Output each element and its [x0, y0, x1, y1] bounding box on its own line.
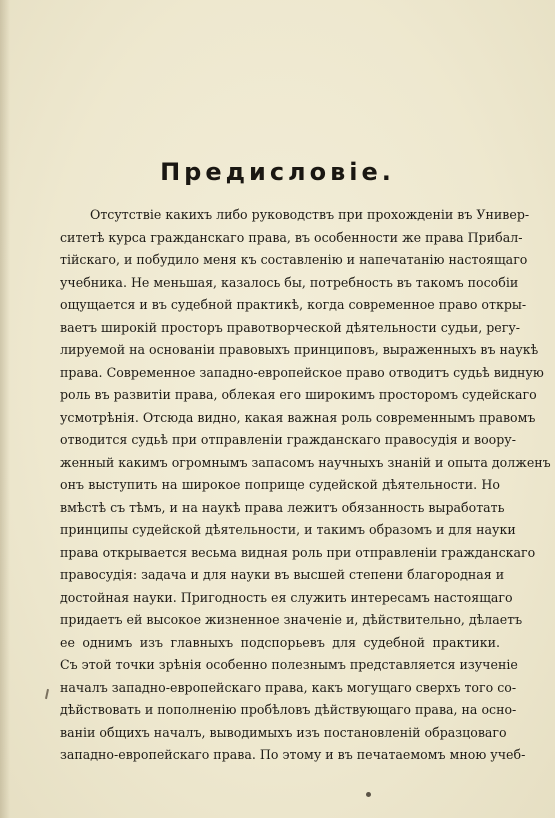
text-line: отводится судьѣ при отправленіи гражданскаго правосудія и воору- — [60, 432, 516, 447]
text-line: права открывается весьма видная роль при отправленіи гражданскаго — [60, 544, 536, 560]
text-line: роль въ развитіи права, облекая его широкимъ просторомъ судейскаго — [60, 387, 537, 402]
text-line: усмотрѣнія. Отсюда видно, какая важная роль современнымъ правомъ — [60, 409, 536, 425]
page-edge-shadow — [0, 0, 10, 818]
text-line: вмѣстѣ съ тѣмъ, и на наукѣ права лежитъ обязанность выработать — [60, 499, 505, 515]
text-line: дѣйствовать и пополненію пробѣловъ дѣйствующаго права, на осно- — [60, 702, 517, 717]
text-line: ее однимъ изъ главныхъ подспорьевъ для судебной практики. — [60, 634, 500, 650]
text-line: правосудія: задача и для науки въ высшей степени благородная и — [60, 567, 505, 582]
text-line: достойная науки. Пригодность ея служить интересамъ настоящаго — [60, 589, 513, 605]
text-line: женный какимъ огромнымъ запасомъ научныхъ знаній и опыта долженъ — [60, 454, 551, 470]
text-line: придаетъ ей высокое жизненное значеніе и, дѣйствительно, дѣлаетъ — [60, 612, 523, 627]
text-line: ваніи общихъ началъ, выводимыхъ изъ постановленій образцоваго — [60, 724, 507, 740]
text-line: ощущается и въ судебной практикѣ, когда современное право откры- — [60, 297, 527, 312]
page-title: Предисловіе. — [160, 158, 395, 186]
text-line: ситетѣ курса гражданскаго права, въ особенности же права Прибал- — [60, 229, 523, 245]
text-line: Съ этой точки зрѣнія особенно полезнымъ представляется изученіе — [60, 657, 518, 672]
text-line: принципы судейской дѣятельности, и такимъ образомъ и для науки — [60, 522, 516, 537]
text-line: лируемой на основаніи правовыхъ принциповъ, выраженныхъ въ наукѣ — [60, 342, 539, 357]
text-line: тійскаго, и побудило меня къ составленію и напечатанію настоящаго — [60, 252, 528, 267]
text-line: учебника. Не меньшая, казалось бы, потребность въ такомъ пособіи — [60, 274, 519, 290]
margin-pencil-mark — [45, 689, 49, 699]
ink-dot — [366, 792, 371, 797]
body-text — [60, 204, 551, 767]
text-line: ваетъ широкій просторъ правотворческой дѣятельности судьи, регу- — [60, 319, 521, 335]
text-line: западно-европейскаго права. По этому и въ печатаемомъ мною учеб- — [60, 747, 526, 762]
text-line: онъ выступить на широкое поприще судейской дѣятельности. Но — [60, 477, 500, 492]
text-line: началъ западно-европейскаго права, какъ могущаго сверхъ того со- — [60, 679, 517, 695]
text-line: Отсутствіе какихъ либо руководствъ при прохожденіи въ Универ- — [90, 207, 530, 222]
text-line: права. Современное западно-европейское право отводитъ судьѣ видную — [60, 364, 544, 380]
